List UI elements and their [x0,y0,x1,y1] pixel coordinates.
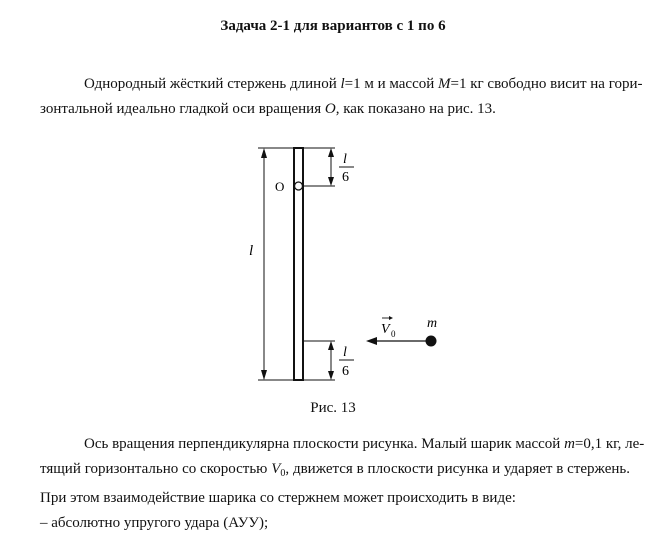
intro-text: зонтальной идеально гладкой оси вращения [40,101,325,117]
conditions-text: =0,1 кг, ле- [574,436,645,452]
velocity-subscript: 0 [391,329,396,339]
length-symbol: l [340,76,345,92]
arrow-head [261,370,267,380]
arrow-head [261,148,267,158]
ball-mass-label: m [427,316,438,331]
intro-text: , как показано на рис. 13. [335,101,496,117]
conditions-text: Ось вращения перпендикулярна плоскости рисунка. Малый шарик массой [84,436,565,452]
arrow-head [328,177,334,186]
fraction-denominator: 6 [342,170,349,185]
conditions-text: , движется в плоскости рисунка и ударяет в стержень. [285,461,630,477]
arrow-head [328,371,334,380]
pivot-label: O [275,179,285,194]
intro-text: =1 м и массой [344,76,439,92]
conditions-line-1 [40,432,645,457]
arrow-head [328,341,334,350]
velocity-symbol: V [271,461,281,477]
length-label: l [249,243,254,259]
fraction-numerator: l [343,152,347,167]
intro-line-1 [40,72,643,97]
arrow-head [328,148,334,157]
velocity-label: V [381,322,390,337]
problem-title: Задача 2-1 для вариантов с 1 по 6 [220,18,446,34]
fraction-numerator: l [343,345,347,360]
conditions-text: тящий горизонтально со скоростью [40,461,272,477]
intro-text: Однородный жёсткий стержень длиной [84,76,341,92]
velocity-arrow-head [366,337,377,345]
intro-text: =1 кг свободно висит на гори- [450,76,643,92]
conditions-line-3: При этом взаимодействие шарика со стержнем может происходить в виде: [40,490,516,506]
mass-symbol: M [438,76,451,92]
conditions-line-2 [40,457,630,486]
ball [426,336,437,347]
velocity-symbol-subscript: 0 [280,468,286,479]
axis-symbol: O [324,101,336,117]
ball-mass-symbol: m [564,436,575,452]
intro-line-2 [40,97,630,122]
pivot-circle [295,182,303,190]
fraction-denominator: 6 [342,364,349,379]
conditions-paragraph [40,432,645,536]
vector-bar-head [389,316,393,320]
intro-paragraph [40,72,643,122]
list-item-elastic-impact: – абсолютно упругого удара (АУУ); [40,515,269,531]
rod-figure [235,138,475,388]
figure-caption: Рис. 13 [310,400,356,416]
